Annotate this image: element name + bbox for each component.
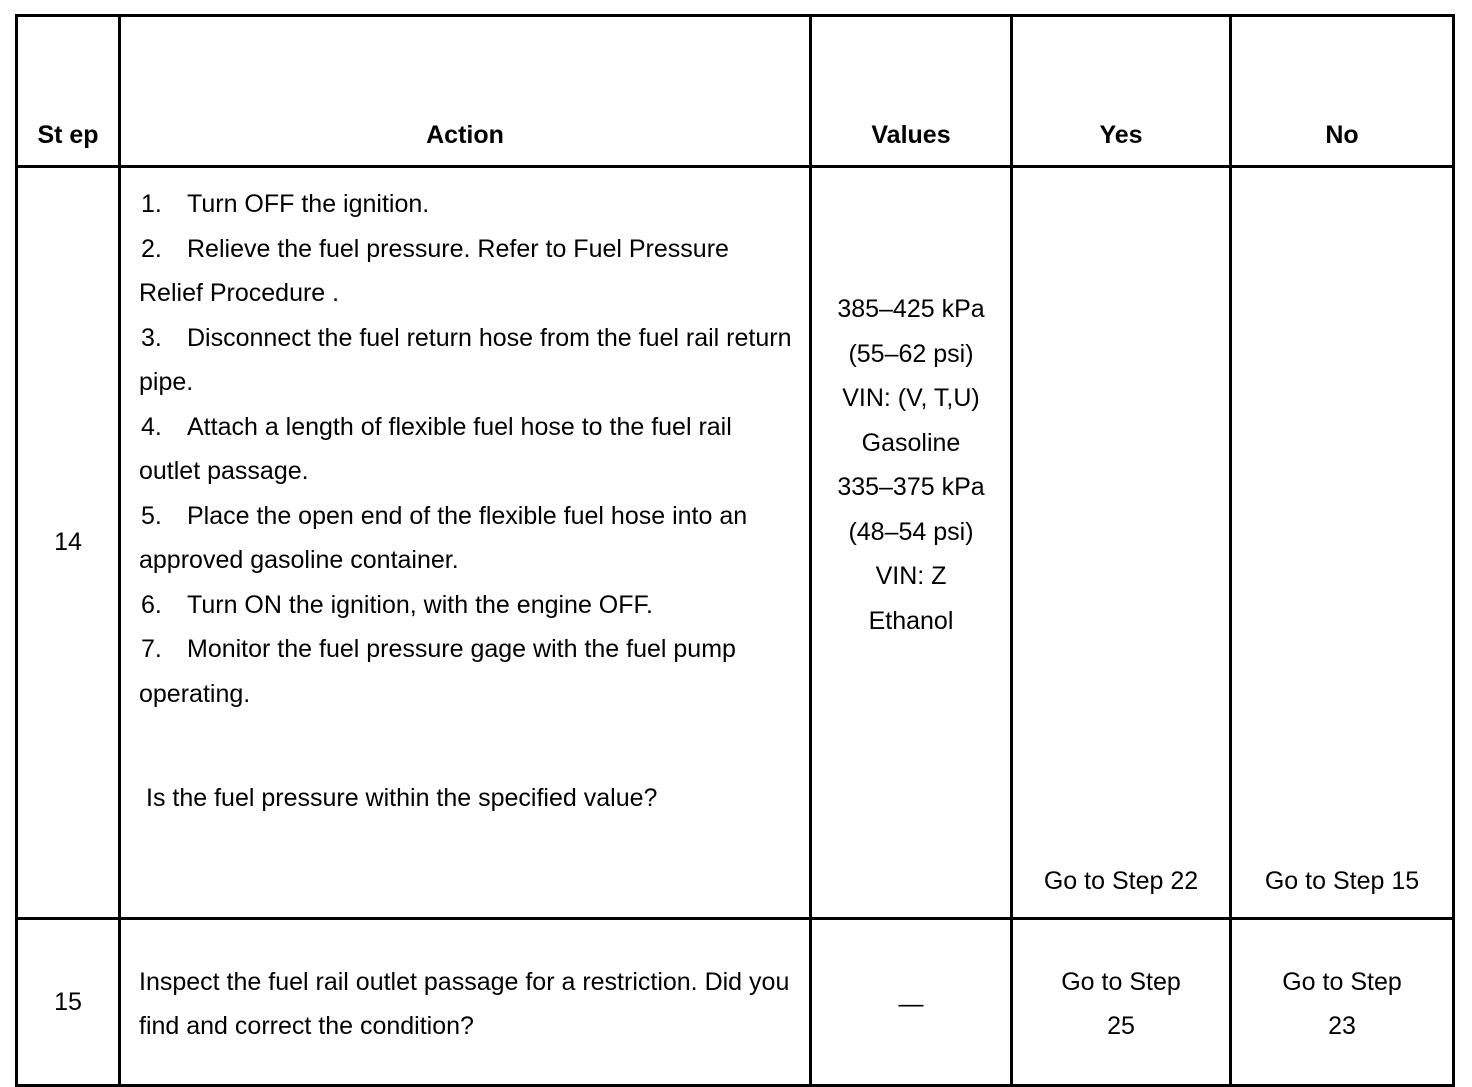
action-step-text: Monitor the fuel pressure gage with the fuel pump operating. (139, 635, 736, 708)
no-cell (1231, 919, 1454, 1086)
yes-goto: Go to Step 22 (1043, 866, 1199, 895)
yes-goto: Go to Step 25 (1061, 967, 1181, 1040)
action-step-text: Turn OFF the ignition. (187, 190, 430, 218)
yes-cell (1012, 919, 1231, 1086)
action-step-text: Place the open end of the flexible fuel hose into an approved gasoline container. (139, 501, 748, 574)
yes-cell (1012, 167, 1231, 919)
action-step-text: Turn ON the ignition, with the engine OFF. (187, 590, 653, 619)
header-action: Action (120, 16, 811, 167)
action-step-number: 5. (141, 501, 162, 530)
action-step-number: 3. (141, 323, 162, 352)
action-step-text: Disconnect the fuel return hose from the fuel rail return pipe. (139, 323, 792, 396)
table-row (17, 919, 1454, 1086)
step-number: 15 (17, 919, 120, 1086)
diagnostic-table (15, 14, 1455, 1087)
header-row (17, 16, 1454, 167)
action-cell: Inspect the fuel rail outlet passage for a restriction. Did you find and correct the condition? (120, 919, 811, 1086)
action-step-text: Attach a length of flexible fuel hose to the fuel rail outlet passage. (139, 412, 732, 485)
action-step (139, 227, 799, 316)
action-step-number: 7. (141, 635, 162, 663)
action-step (139, 182, 799, 227)
no-cell (1231, 167, 1454, 919)
action-steps-list (139, 168, 799, 716)
action-step (139, 405, 799, 494)
action-step (139, 627, 799, 716)
action-step-number: 6. (141, 590, 162, 619)
action-step-text: Relieve the fuel pressure. Refer to Fuel Pressure Relief Procedure . (139, 234, 729, 307)
action-step (139, 494, 799, 583)
action-question: Is the fuel pressure within the specified value? (146, 784, 658, 812)
header-no: No (1231, 16, 1454, 167)
no-goto: Go to Step 23 (1282, 967, 1402, 1040)
no-goto: Go to Step 15 (1264, 866, 1420, 895)
action-step-number: 2. (141, 234, 162, 263)
action-step-number: 1. (141, 190, 162, 218)
action-step (139, 583, 799, 628)
header-yes: Yes (1012, 16, 1231, 167)
action-step (139, 316, 799, 405)
action-step-number: 4. (141, 412, 162, 441)
step-number: 14 (17, 167, 120, 919)
values-cell: — (811, 919, 1012, 1086)
header-values: Values (811, 16, 1012, 167)
header-step: St ep (17, 16, 120, 167)
action-cell (120, 167, 811, 919)
values-text: 385–425 kPa (55–62 psi) VIN: (V, T,U) Gasoline 335–375 kPa (48–54 psi) VIN: Z Ethanol (837, 295, 985, 635)
values-cell (811, 167, 1012, 919)
table-row (17, 167, 1454, 919)
